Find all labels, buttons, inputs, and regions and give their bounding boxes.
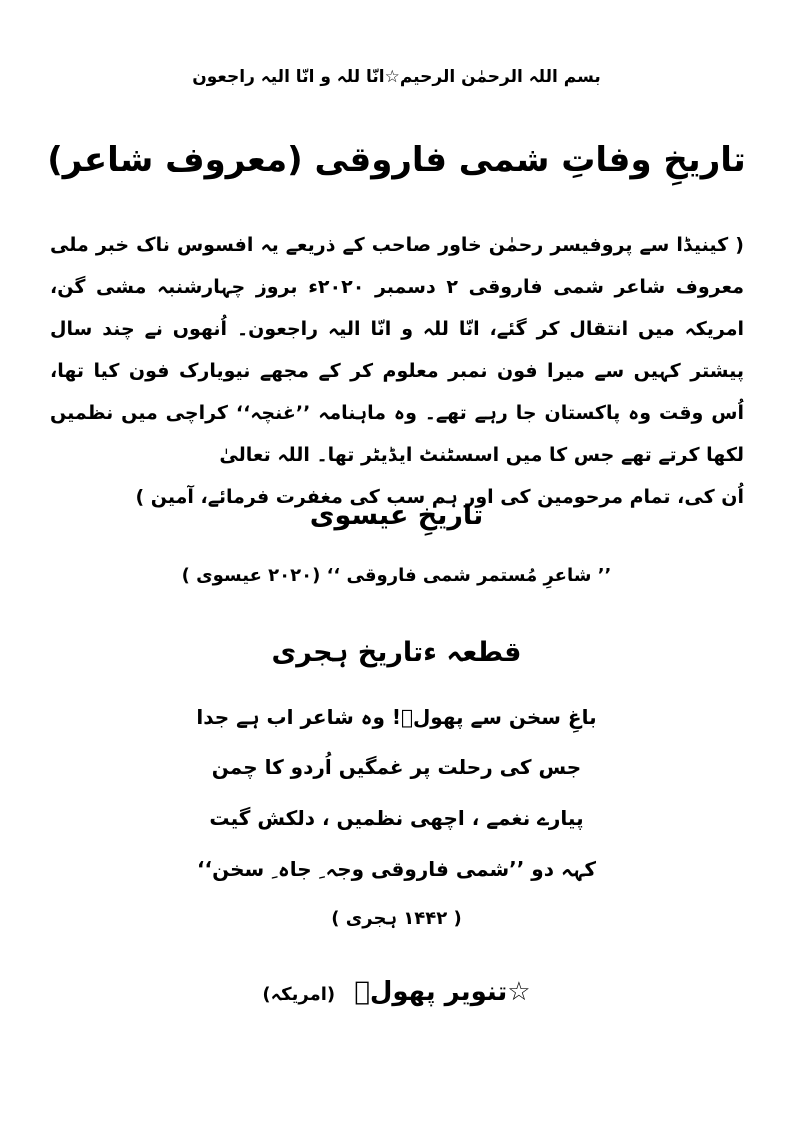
isvi-heading: تاریخِ عیسوی bbox=[309, 500, 484, 531]
intro-closing: اُن کی، تمام مرحومین کی اور ہم سب کی مغفرت فرمائے، آمین ) bbox=[135, 486, 744, 508]
intro-paragraph bbox=[50, 224, 744, 518]
page-title: تاریخِ وفاتِ شمی فاروقی (معروف شاعر) bbox=[47, 140, 746, 180]
verse-line-1: باغِ سخن سے پھولؔ! وہ شاعر اب ہے جدا bbox=[196, 705, 597, 729]
bismillah-header: بسم اللہ الرحمٰن الرحیم☆انّا للہ و انّا الیہ راجعون bbox=[192, 67, 601, 87]
intro-text: ( کینیڈا سے پروفیسر رحمٰن خاور صاحب کے ذریعے یہ افسوس ناک خبر ملی معروف شاعر شمی فاروقی ۲ دسمبر ۲۰۲۰ء بروز چہارشنبہ مشی گن، امریکہ میں انتقال کر گئے، انّا للہ و انّا الیہ راجعون۔ اُنھوں نے چند سال پیشتر کہیں سے میرا فون نمبر معلوم کر کے مجھے نیویارک فون کیا تھا، اُس وقت وہ پاکستان جا رہے تھے۔ وہ ماہنامہ ’’غنچہ‘‘ کراچی میں نظمیں لکھا کرتے تھے جس کا میں اسسٹنٹ ایڈیٹر تھا۔ اللہ تعالیٰ bbox=[50, 234, 744, 466]
hijri-heading: قطعہ ءتاریخ ہجری bbox=[271, 637, 522, 668]
verse-line-4: کہہ دو ’’شمی فاروقی وجہ ِ جاہ ِ سخن‘‘ bbox=[196, 857, 597, 881]
verse-line-2: جس کی رحلت پر غمگیں اُردو کا چمن bbox=[211, 755, 582, 779]
verse-line-3: پیارے نغمے ، اچھی نظمیں ، دلکش گیت bbox=[209, 806, 584, 830]
author-name: ☆تنویر پھولؔ bbox=[354, 977, 531, 1007]
hijri-year: ( ۱۴۴۲ ہجری ) bbox=[331, 908, 462, 929]
isvi-chronogram: ’’ شاعرِ مُستمر شمی فاروقی ‘‘ (۲۰۲۰ عیسوی ) bbox=[181, 565, 612, 586]
author-location: (امریکہ) bbox=[262, 984, 336, 1005]
author-signature bbox=[0, 977, 793, 1007]
